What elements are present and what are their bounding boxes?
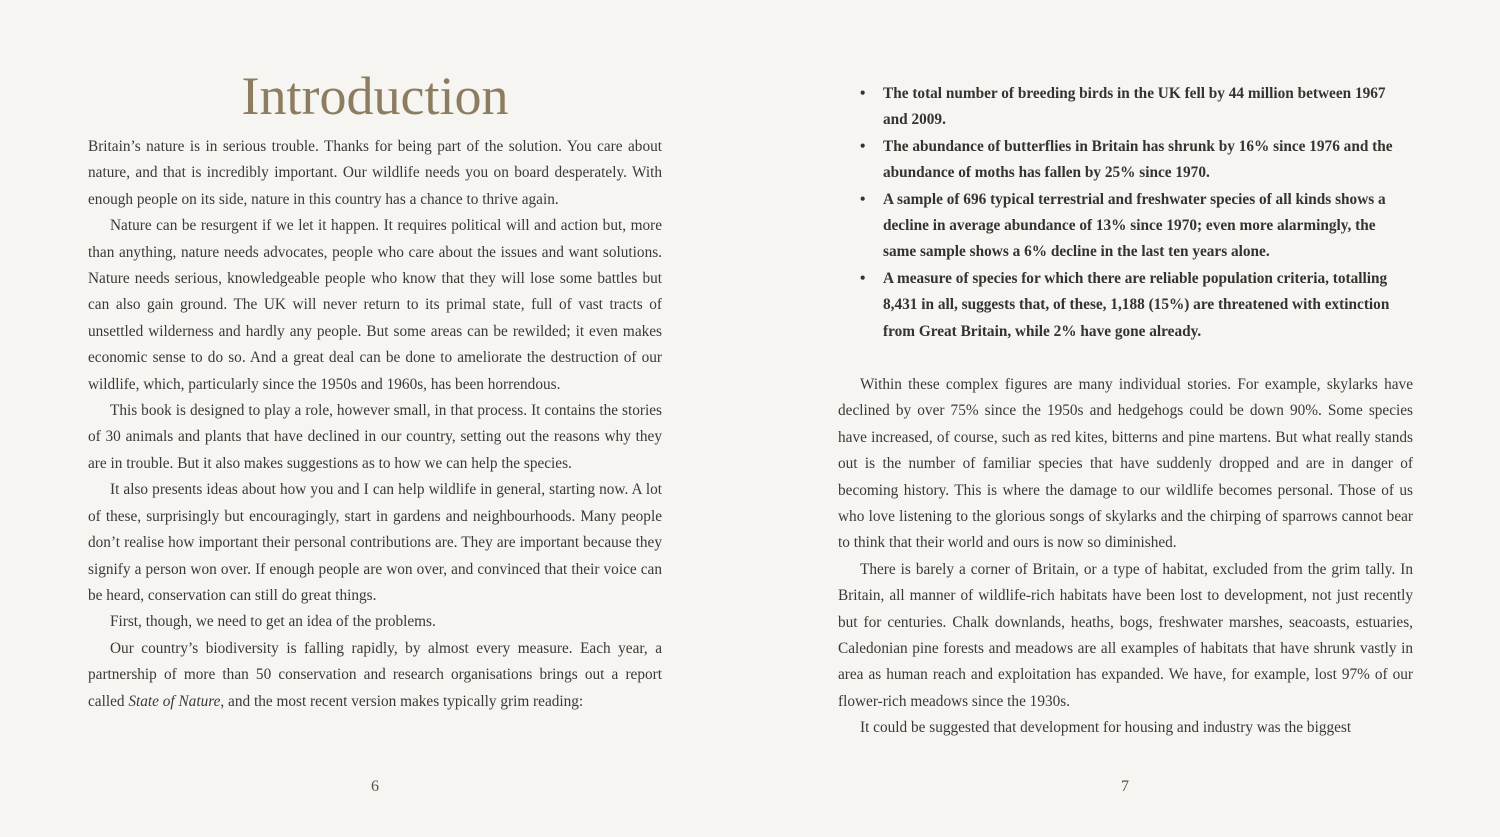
list-item-text: The total number of breeding birds in the UK fell by 44 million between 1967 and 2009. [883,85,1386,129]
list-item-text: A sample of 696 typical terrestrial and freshwater species of all kinds shows a decline in average abundance of 13% since 1970; even more alarmingly, the same sample shows a 6% decline in the last ten years alone. [883,190,1386,261]
page-number: 7 [1121,778,1129,795]
paragraph: There is barely a corner of Britain, or a type of habitat, excluded from the grim tally. In Britain, all manner of wildlife-rich habitats have been lost to development, not just recently but for centuries. Chalk downlands, heaths, bogs, freshwater marshes, seacoasts, estuaries, Caledonian pine forests and meadows are all examples of habitats that have shrunk vastly in area as human reach and exploitation has expanded. We have, for example, lost 97% of our flower-rich meadows since the 1930s. [838,560,1413,710]
report-title: State of Nature [128,692,221,710]
paragraph-text: Our country’s biodiversity is falling rapidly, by almost every measure. Each year, a partnership of more than 50 conservation and research organisations brings out a report called [88,639,662,710]
list-item [860,187,1405,266]
bullet-icon: • [860,85,866,102]
paragraph [88,636,662,715]
bullet-icon: • [860,190,866,208]
left-page-body [88,134,662,715]
paragraph: This book is designed to play a role, however small, in that process. It contains the stories of 30 animals and plants that have declined in our country, setting out the reasons why they are in trouble. But it also makes suggestions as to how we can help the species. [88,402,662,472]
paragraph: It also presents ideas about how you and I can help wildlife in general, starting now. A lot of these, surprisingly but encouragingly, start in gardens and neighbourhoods. Many people don’t realise how important their personal contributions are. They are important because they signify a person won over. If enough people are won over, and convinced that their voice can be heard, conservation can still do great things. [88,481,662,604]
paragraph-text: , and the most recent version makes typically grim reading: [220,692,584,710]
paragraph: It could be suggested that development for housing and industry was the biggest [860,719,1352,737]
bullet-icon: • [860,269,866,287]
paragraph: First, though, we need to get an idea of the problems. [110,613,436,631]
bullet-icon: • [860,137,866,155]
right-page-body [838,372,1413,742]
list-item [860,134,1405,187]
paragraph: Nature can be resurgent if we let it happen. It requires political will and action but, more than anything, nature needs advocates, people who care about the issues and want solutions. Nature needs serious, knowledgeable people who know that they will lose some battles but can also gain ground. The UK will never return to its primal state, full of vast tracts of unsettled wilderness and hardly any people. But some areas can be rewilded; it even makes economic sense to do so. And a great deal can be done to ameliorate the destruction of our wildlife, which, particularly since the 1950s and 1960s, has been horrendous. [88,217,662,393]
page-number: 6 [371,778,379,795]
right-page [750,0,1500,837]
list-item [860,266,1405,345]
list-item [860,81,1405,134]
list-item-text: A measure of species for which there are reliable population criteria, totalling 8,431 in all, suggests that, of these, 1,188 (15%) are threatened with extinction from Great Britain, while 2% have gone already. [883,269,1390,340]
statistics-list [860,81,1405,345]
chapter-title: Introduction [241,66,509,126]
list-item-text: The abundance of butterflies in Britain has shrunk by 16% since 1976 and the abundance of moths has fallen by 25% since 1970. [883,137,1393,182]
paragraph: Within these complex figures are many individual stories. For example, skylarks have declined by over 75% since the 1950s and hedgehogs could be down 90%. Some species have increased, of course, such as red kites, bitterns and pine martens. But what really stands out is the number of familiar species that have suddenly dropped and are in danger of becoming history. This is where the damage to our wildlife becomes personal. Those of us who love listening to the glorious songs of skylarks and the chirping of sparrows cannot bear to think that their world and ours is now so diminished. [838,376,1413,552]
paragraph: Britain’s nature is in serious trouble. Thanks for being part of the solution. You care about nature, and that is incredibly important. Our wildlife needs you on board desperately. With enough people on its side, nature in this country has a chance to thrive again. [88,138,662,208]
